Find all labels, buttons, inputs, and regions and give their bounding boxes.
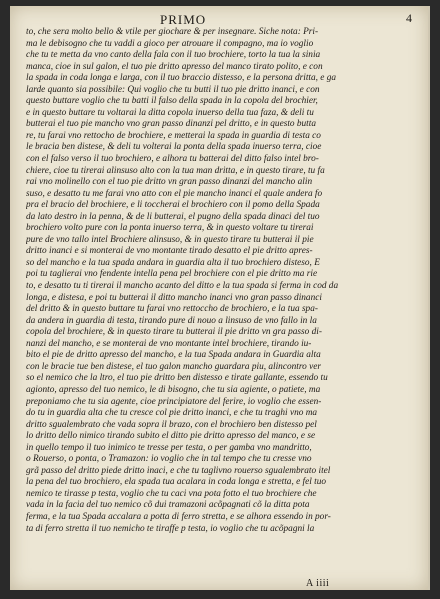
running-title: PRIMO — [160, 12, 207, 27]
text-line: re, tu farai vno rettocho de brochiere, e metterai la spada in guardia di testa co — [26, 130, 321, 141]
text-line: da andera in guardia di testa, tirando pure di nouo a linsuso de vno fallo in la — [26, 315, 317, 326]
text-line: pure de vno tallo intel Brochiere alinsuso, & in questo tirare tu butterai il pie — [26, 234, 314, 245]
text-line: del dritto & in questo buttare tu farai vno rettoccho de brochiero, e la tua spa- — [26, 304, 318, 315]
text-line: dritto inanci e si monterai de vno montante tirado desatto el pie dritto apres- — [26, 246, 313, 257]
text-line: to, che sera molto bello & vtile per giochare & per insegnare. Siche nota: Pri- — [26, 27, 319, 37]
text-line: ta di ferro stretta il tuo nemicho te tiraffe p testa, io voglio che tu acõpagni la — [26, 523, 315, 534]
text-line: nemico te tirasse p testa, voglio che tu caci vna pota fotto el tuo brochiere che — [26, 488, 317, 499]
text-line: preponiamo che tu sia agente, cioe principiatore del ferire, io voglio che essen- — [26, 396, 322, 407]
text-line: la spada in coda longa e larga, con il tuo braccio distesso, e la persona dritta, e ga — [26, 73, 337, 84]
text-line: larde quanto sia possibile: Qui voglio che tu butti il tuo pie dritto inanci, e con — [26, 84, 320, 95]
text-line: agionto, apresso del tuo nemico, le di bisogno, che tu sia agiente, o patiete, ma — [26, 384, 321, 395]
text-line: con le bracie tue ben distese, el tuo galon mancho guardara piu, alincontro ver — [26, 361, 321, 372]
text-line: so el nemico che la ltro, el tuo pie dritto ben distesso e tirate gallante, essendo tu — [26, 373, 328, 384]
text-line: so del mancho e la tua spada andara in guardia alta il tuo brochiero disteso, E — [26, 257, 320, 268]
text-line: ferma, e la tua Spada accalara a potta di ferro stretta, e se alhora essendo in por- — [26, 511, 331, 522]
text-line: dritto sgualembrato che vada sopra il brazo, con el brochiero ben distesso pel — [26, 419, 317, 430]
text-line: e in questo buttare tu voltarai la ditta copola inuerso della tua faza, & deli tu — [26, 107, 314, 118]
text-line: poi tu taglierai vno fendente intella pena pel brochiere con el pie dritto ma rie — [26, 269, 318, 280]
text-line: da lato destro in la penna, & de li butterai, el pugno della spada dinaci del tuo — [26, 211, 320, 222]
text-line: in quello tempo il tuo inimico te tresse per testa, o per gamba vno mandritto, — [26, 442, 312, 453]
signature-mark: A iiii — [306, 578, 330, 589]
text-line: nanzi del mancho, e se monterai de vno montante intel brochiere, tirando iu- — [26, 338, 312, 349]
text-line: vada in la facia del tuo nemico cõ dui tramazoni acõpagnati cõ la ditta pota — [26, 500, 310, 511]
text-line: con el falso verso il tuo brochiero, e alhora tu batterai del ditto falso intel bro- — [26, 154, 319, 165]
text-line: questo buttare voglio che tu batti il falso della spada in la copola del brochier, — [26, 96, 318, 107]
body-text — [26, 27, 416, 535]
text-line: grã passo del dritto piede dritto inaci, e che tu taglivno rouerso sgualembrato itel — [26, 465, 331, 476]
text-line: ma le debisogno che tu vaddi a gioco per atrouare il compagno, ma io voglio — [26, 38, 314, 49]
text-line: suso, e desatto tu me farai vno atto con el pie mancho inanci el quale andera fo — [26, 188, 323, 199]
text-line: copola del brochiere, & in questo tirare tu butterai il pie dritto vn gra passo di- — [26, 327, 322, 338]
text-line: le bracia ben distese, & deli tu volterai la ponta della spada inuerso terra, cioe — [26, 142, 322, 153]
text-line: lo dritto dello nimico tirando subito el ditto pie dritto apresso del manco, e se — [26, 431, 316, 442]
text-line: chiere, cioe tu tirerai alinsuso alto con la tua man dritta, e in questo tirare, tu fa — [26, 165, 325, 176]
text-line: brochiero volto pure con la ponta inuerso terra, & in questo voltare tu tirerai — [26, 223, 314, 234]
text-line: o Rouerso, o ponta, o Tramazon: io voglio che in tal tempo che tu cresse vno — [26, 454, 312, 465]
text-line: la pena del tuo brochiero, ela spada tua acalara in coda longa e stretta, e fel tuo — [26, 477, 327, 488]
text-line: pra el bracio del brochiere, e li toccherai el brochiero con il pomo della Spada — [26, 200, 320, 211]
book-page — [10, 6, 430, 590]
page-number: 4 — [406, 11, 412, 25]
text-line: butterai el tuo pie mancho vno gran passo dinanzi pel dritto, e in questo butta — [26, 119, 316, 130]
text-line: bito el pie de dritto apresso del mancho, e la tua Spada andara in Guardia alta — [26, 350, 321, 361]
running-head — [10, 12, 428, 26]
text-line: rai vno molinello con el tuo pie dritto vn gran passo dinanzi del mancho alin — [26, 177, 313, 188]
text-line: longa, e distesa, e poi tu butterai il ditto mancho inanci vno gran passo dinanci — [26, 292, 322, 303]
text-line: to, e desatto tu ti tirerai il mancho acanto del ditto e la tua spada si ferma in cod da — [26, 281, 339, 292]
text-line: che tu te metta da vno canto della fala con il tuo brochiere, torto la tua la sinia — [26, 50, 321, 61]
text-line: do tu in guardia alta che tu cresce col pie dritto inanci, e che tu traghi vno ma — [26, 408, 318, 419]
text-line: manca, cioe in sul galon, el tuo pie dritto apresso del manco tirato polito, e con — [26, 61, 323, 72]
